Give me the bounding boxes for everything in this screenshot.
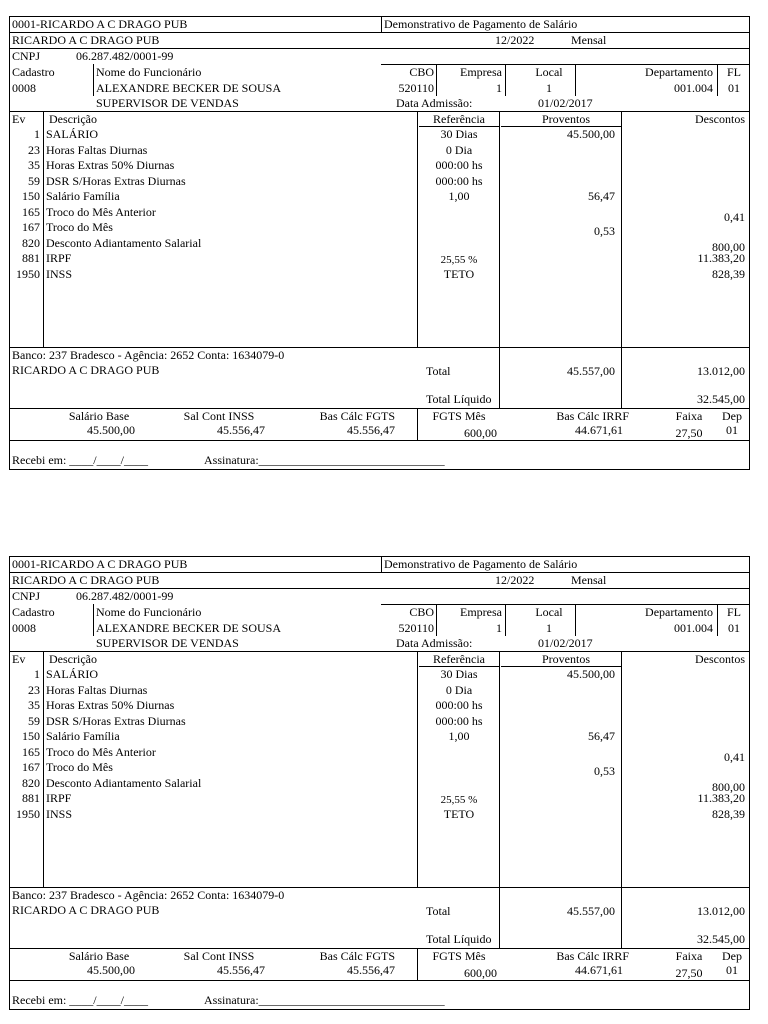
company-name: RICARDO A C DRAGO PUB [12, 573, 160, 587]
bas-calc-fgts: 45.556,47 [347, 963, 395, 977]
event-reference: 000:00 hs [435, 698, 483, 712]
fl-label: FL [726, 605, 741, 619]
rule [9, 1009, 749, 1010]
rule [417, 408, 418, 440]
sal-cont-inss: 45.556,47 [217, 963, 265, 977]
event-reference: 25,55 % [440, 794, 478, 806]
company-code-name: 0001-RICARDO A C DRAGO PUB [12, 17, 188, 31]
dep: 01 [726, 963, 738, 977]
employee-name-label: Nome do Funcionário [96, 65, 202, 79]
event-description: Troco do Mês Anterior [46, 744, 156, 759]
dep-label: Dep [722, 949, 742, 963]
fl-value: 01 [728, 81, 740, 95]
company-code-name: 0001-RICARDO A C DRAGO PUB [12, 557, 188, 571]
event-desconto: 828,39 [712, 266, 745, 281]
company-name: RICARDO A C DRAGO PUB [12, 33, 160, 47]
dep: 01 [726, 423, 738, 437]
admission-date: 01/02/2017 [538, 96, 593, 110]
cbo-value: 520110 [398, 621, 434, 635]
payslip [9, 16, 749, 470]
event-code: 1950 [16, 266, 40, 281]
employee-name-label: Nome do Funcionário [96, 605, 202, 619]
faixa: 27,50 [675, 426, 703, 440]
fgts-mes-label: FGTS Mês [432, 949, 486, 963]
document-title: Demonstrativo de Pagamento de Salário [384, 557, 578, 571]
cadastro-value: 0008 [12, 621, 36, 635]
rule [505, 604, 506, 636]
event-reference: 30 Dias [440, 127, 478, 141]
col-header-ev: Ev [12, 652, 26, 666]
rule [436, 64, 437, 96]
sal-cont-inss: 45.556,47 [217, 423, 265, 437]
job-title: SUPERVISOR DE VENDAS [96, 636, 239, 650]
empresa-value: 1 [496, 81, 502, 95]
event-description: DSR S/Horas Extras Diurnas [46, 713, 186, 728]
dep-label: Dep [722, 409, 742, 423]
event-code: 35 [28, 158, 40, 172]
rule [9, 469, 749, 470]
event-reference: TETO [443, 806, 475, 821]
event-description: Salário Família [46, 729, 120, 743]
bas-calc-irrf-label: Bas Cálc IRRF [556, 949, 629, 963]
event-code: 165 [22, 744, 40, 759]
col-header-ev: Ev [12, 112, 26, 126]
signature-line[interactable]: Assinatura:_______________________________ [204, 993, 445, 1007]
fl-label: FL [726, 65, 741, 79]
rule [417, 651, 418, 887]
event-desconto: 828,39 [712, 806, 745, 821]
event-desconto: 11.383,20 [697, 251, 745, 265]
event-description: Horas Extras 50% Diurnas [46, 158, 175, 172]
salario-base: 45.500,00 [87, 963, 135, 977]
rule [381, 16, 382, 32]
rule [93, 64, 94, 96]
salario-base-label: Salário Base [68, 409, 130, 423]
salario-base-label: Salário Base [68, 949, 130, 963]
empresa-label: Empresa [460, 605, 502, 619]
rule [621, 651, 622, 948]
event-provento: 0,53 [594, 764, 615, 778]
pay-period: 12/2022 [495, 33, 535, 47]
company-footer-name: RICARDO A C DRAGO PUB [12, 363, 160, 377]
col-header-descontos: Descontos [695, 652, 745, 666]
event-description: INSS [46, 806, 73, 821]
local-value: 1 [546, 81, 552, 95]
employee-name: ALEXANDRE BECKER DE SOUSA [96, 621, 282, 635]
event-desconto: 800,00 [712, 779, 745, 794]
cnpj-label: CNPJ [12, 49, 41, 63]
event-reference: 000:00 hs [435, 158, 483, 172]
rule [717, 64, 718, 96]
bas-calc-fgts: 45.556,47 [347, 423, 395, 437]
bank-info: Banco: 237 Bradesco - Agência: 2652 Conta: 1634079-0 [12, 348, 285, 362]
event-description: IRPF [46, 791, 72, 805]
bas-calc-fgts-label: Bas Cálc FGTS [319, 949, 395, 963]
event-provento: 56,47 [588, 189, 615, 203]
departamento-label: Departamento [645, 605, 713, 619]
total-proventos: 45.557,00 [567, 364, 615, 378]
event-provento: 45.500,00 [567, 127, 615, 141]
job-title: SUPERVISOR DE VENDAS [96, 96, 239, 110]
local-label: Local [535, 65, 563, 79]
local-value: 1 [546, 621, 552, 635]
bas-calc-fgts-label: Bas Cálc FGTS [319, 409, 395, 423]
event-code: 23 [28, 142, 40, 157]
fgts-mes: 600,00 [464, 426, 497, 440]
event-code: 35 [28, 698, 40, 712]
admission-label: Data Admissão: [396, 96, 473, 110]
event-desconto: 0,41 [724, 209, 745, 224]
faixa: 27,50 [675, 966, 703, 980]
empresa-label: Empresa [460, 65, 502, 79]
bas-calc-irrf: 44.671,61 [575, 963, 623, 977]
col-header-proventos: Proventos [542, 112, 590, 126]
col-header-referencia: Referência [433, 652, 485, 666]
event-desconto: 11.383,20 [697, 791, 745, 805]
event-description: Desconto Adiantamento Salarial [46, 235, 202, 250]
event-reference: 25,55 % [440, 254, 478, 266]
event-code: 59 [28, 173, 40, 188]
event-code: 150 [22, 189, 40, 203]
event-code: 1950 [16, 806, 40, 821]
rule [93, 604, 94, 636]
event-code: 1 [34, 127, 40, 141]
fgts-mes-label: FGTS Mês [432, 409, 486, 423]
admission-label: Data Admissão: [396, 636, 473, 650]
event-provento: 56,47 [588, 729, 615, 743]
event-description: DSR S/Horas Extras Diurnas [46, 173, 186, 188]
fl-value: 01 [728, 621, 740, 635]
event-reference: 0 Dia [445, 682, 473, 697]
event-description: Horas Extras 50% Diurnas [46, 698, 175, 712]
total-liquido-label: Total Líquido [426, 932, 492, 946]
event-code: 150 [22, 729, 40, 743]
cnpj-value: 06.287.482/0001-99 [76, 589, 174, 603]
event-description: Horas Faltas Diurnas [46, 682, 148, 697]
total-liquido: 32.545,00 [697, 932, 745, 946]
rule [43, 111, 44, 347]
cbo-value: 520110 [398, 81, 434, 95]
event-reference: 30 Dias [440, 667, 478, 681]
event-code: 881 [22, 251, 40, 265]
fgts-mes: 600,00 [464, 966, 497, 980]
event-code: 165 [22, 204, 40, 219]
pay-period-type: Mensal [571, 33, 607, 47]
event-reference: 1,00 [448, 729, 470, 743]
event-code: 820 [22, 775, 40, 790]
bank-info: Banco: 237 Bradesco - Agência: 2652 Conta: 1634079-0 [12, 888, 285, 902]
rule [381, 556, 382, 572]
admission-date: 01/02/2017 [538, 636, 593, 650]
event-description: Horas Faltas Diurnas [46, 142, 148, 157]
cnpj-label: CNPJ [12, 589, 41, 603]
event-description: IRPF [46, 251, 72, 265]
event-reference: 0 Dia [445, 142, 473, 157]
event-code: 167 [22, 760, 40, 774]
col-header-referencia: Referência [433, 112, 485, 126]
payslip [9, 556, 749, 1010]
event-reference: 1,00 [448, 189, 470, 203]
cbo-label: CBO [409, 605, 434, 619]
col-header-descontos: Descontos [695, 112, 745, 126]
event-description: SALÁRIO [46, 127, 99, 141]
cadastro-value: 0008 [12, 81, 36, 95]
sal-cont-inss-label: Sal Cont INSS [183, 409, 255, 423]
employee-name: ALEXANDRE BECKER DE SOUSA [96, 81, 282, 95]
event-code: 59 [28, 713, 40, 728]
rule [499, 651, 500, 948]
event-provento: 0,53 [594, 224, 615, 238]
rule [505, 64, 506, 96]
received-date-line[interactable]: Recebi em: ____/____/____ [12, 993, 148, 1007]
event-reference: 000:00 hs [435, 713, 483, 728]
event-code: 23 [28, 682, 40, 697]
rule [43, 651, 44, 887]
event-description: INSS [46, 266, 73, 281]
event-code: 881 [22, 791, 40, 805]
cbo-label: CBO [409, 65, 434, 79]
event-description: Troco do Mês [46, 220, 113, 234]
total-label: Total [426, 364, 451, 378]
sal-cont-inss-label: Sal Cont INSS [183, 949, 255, 963]
salario-base: 45.500,00 [87, 423, 135, 437]
event-code: 820 [22, 235, 40, 250]
bas-calc-irrf-label: Bas Cálc IRRF [556, 409, 629, 423]
faixa-label: Faixa [675, 949, 703, 963]
rule [9, 980, 749, 981]
document-title: Demonstrativo de Pagamento de Salário [384, 17, 578, 31]
total-descontos: 13.012,00 [697, 904, 745, 918]
departamento-value: 001.004 [674, 81, 713, 95]
pay-period-type: Mensal [571, 573, 607, 587]
event-reference: TETO [443, 266, 475, 281]
departamento-label: Departamento [645, 65, 713, 79]
pay-period: 12/2022 [495, 573, 535, 587]
rule [417, 111, 418, 347]
rule [436, 604, 437, 636]
rule [499, 111, 500, 408]
col-header-proventos: Proventos [542, 652, 590, 666]
event-provento: 45.500,00 [567, 667, 615, 681]
cadastro-label: Cadastro [12, 605, 55, 619]
event-code: 167 [22, 220, 40, 234]
total-label: Total [426, 904, 451, 918]
event-description: Troco do Mês [46, 760, 113, 774]
event-description: Troco do Mês Anterior [46, 204, 156, 219]
cnpj-value: 06.287.482/0001-99 [76, 49, 174, 63]
event-desconto: 0,41 [724, 749, 745, 764]
event-description: Desconto Adiantamento Salarial [46, 775, 202, 790]
event-code: 1 [34, 667, 40, 681]
event-description: Salário Família [46, 189, 120, 203]
local-label: Local [535, 605, 563, 619]
rule [749, 16, 750, 470]
col-header-descricao: Descrição [49, 652, 97, 666]
event-reference: 000:00 hs [435, 173, 483, 188]
rule [749, 556, 750, 1010]
total-descontos: 13.012,00 [697, 364, 745, 378]
total-proventos: 45.557,00 [567, 904, 615, 918]
rule [717, 604, 718, 636]
bas-calc-irrf: 44.671,61 [575, 423, 623, 437]
faixa-label: Faixa [675, 409, 703, 423]
departamento-value: 001.004 [674, 621, 713, 635]
rule [621, 111, 622, 408]
event-desconto: 800,00 [712, 239, 745, 254]
total-liquido-label: Total Líquido [426, 392, 492, 406]
col-header-descricao: Descrição [49, 112, 97, 126]
cadastro-label: Cadastro [12, 65, 55, 79]
rule [417, 948, 418, 980]
event-description: SALÁRIO [46, 667, 99, 681]
received-date-line[interactable]: Recebi em: ____/____/____ [12, 453, 148, 467]
empresa-value: 1 [496, 621, 502, 635]
signature-line[interactable]: Assinatura:_______________________________ [204, 453, 445, 467]
rule [9, 440, 749, 441]
company-footer-name: RICARDO A C DRAGO PUB [12, 903, 160, 917]
total-liquido: 32.545,00 [697, 392, 745, 406]
